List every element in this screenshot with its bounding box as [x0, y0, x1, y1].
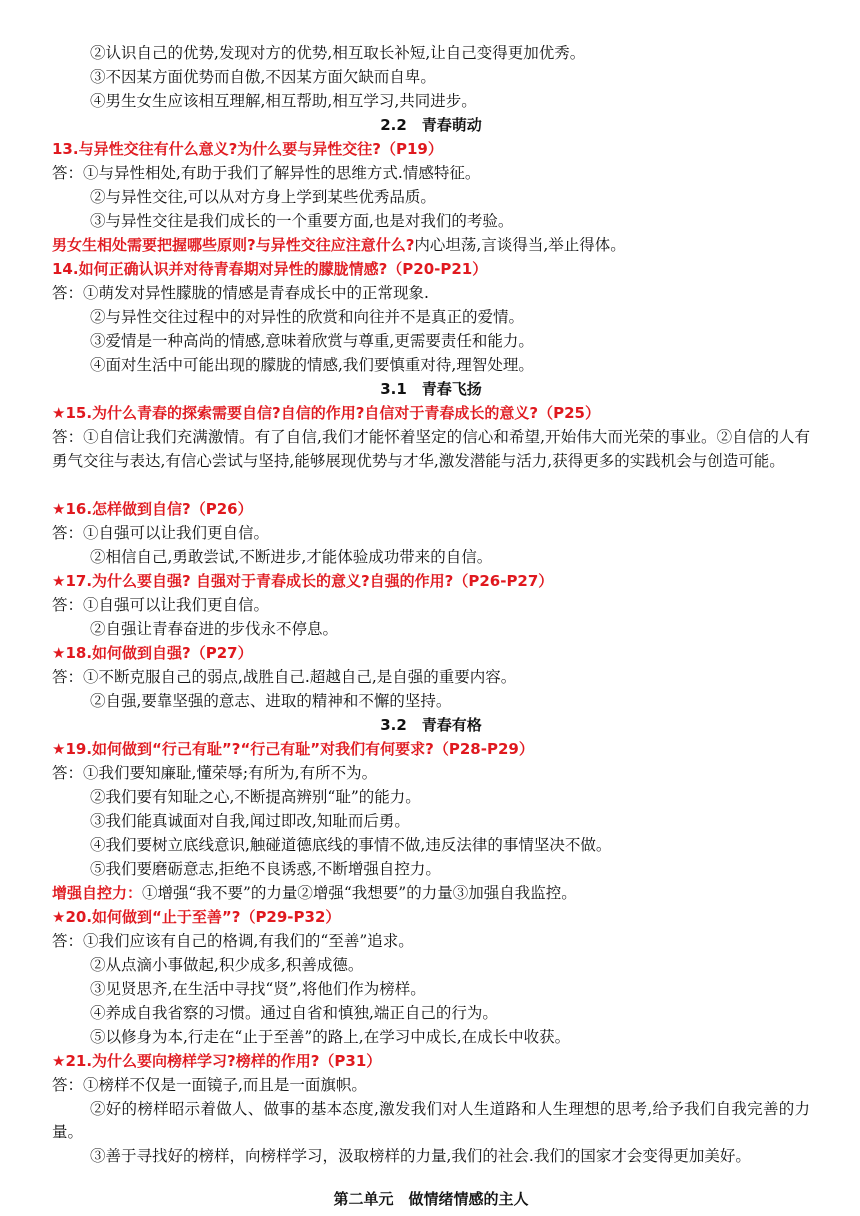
text-line: ⑤以修身为本,行走在“止于至善”的路上,在学习中成长,在成长中收获。: [90, 1028, 571, 1046]
question-heading: ★21.为什么要向榜样学习?榜样的作用?（P31）: [52, 1052, 382, 1070]
answer-line: 答：①与异性相处,有助于我们了解异性的思维方式.情感特征。: [52, 164, 481, 182]
text-line: ③我们能真诚面对自我,闻过即改,知耻而后勇。: [90, 812, 410, 830]
unit-heading: 第二单元 做情绪情感的主人: [333, 1190, 529, 1208]
text-line: ③不因某方面优势而自傲,不因某方面欠缺而自卑。: [90, 68, 436, 86]
section-heading: 3.1 青春飞扬: [380, 380, 482, 398]
text-line: ④我们要树立底线意识,触碰道德底线的事情不做,违反法律的事情坚决不做。: [90, 836, 612, 854]
text-line: ②自强,要靠坚强的意志、进取的精神和不懈的坚持。: [90, 692, 452, 710]
section-heading: 2.2 青春萌动: [380, 116, 482, 134]
answer-line: 答：①自强可以让我们更自信。: [52, 524, 270, 542]
answer-line: 答：①我们应该有自己的格调,有我们的“至善”追求。: [52, 932, 414, 950]
answer-paragraph: 答：①自信让我们充满激情。有了自信,我们才能怀着坚定的信心和希望,开始伟大而光荣的事业。②自信的人有勇气交往与表达,有信心尝试与坚持,能够展现优势与才华,激发潜能与活力,获得更多的实践机会与创造可能。: [52, 428, 810, 470]
text-line: ②自强让青春奋进的步伐永不停息。: [90, 620, 339, 638]
answer-paragraph: ②好的榜样昭示着做人、做事的基本态度,激发我们对人生道路和人生理想的思考,给予我们自我完善的力量。: [52, 1100, 810, 1141]
self-control-label: 增强自控力：: [52, 884, 143, 902]
text-line: ⑤我们要磨砺意志,拒绝不良诱惑,不断增强自控力。: [90, 860, 441, 878]
text-line: ②认识自己的优势,发现对方的优势,相互取长补短,让自己变得更加优秀。: [90, 44, 586, 62]
text-line: ③爱情是一种高尚的情感,意味着欣赏与尊重,更需要责任和能力。: [90, 332, 534, 350]
text-line: ②与异性交往过程中的对异性的欣赏和向往并不是真正的爱情。: [90, 308, 525, 326]
answer-line: 答：①我们要知廉耻,懂荣辱;有所为,有所不为。: [52, 764, 378, 782]
text-line: ②我们要有知耻之心,不断提高辨别“耻”的能力。: [90, 788, 421, 806]
self-control-line: [52, 882, 810, 905]
self-control-text: ①增强“我不要”的力量②增强“我想要”的力量③加强自我监控。: [142, 884, 577, 902]
text-line: ③见贤思齐,在生活中寻找“贤”,将他们作为榜样。: [90, 980, 426, 998]
principle-question: 男女生相处需要把握哪些原则?与异性交往应注意什么?: [52, 236, 415, 254]
text-line: ④面对生活中可能出现的朦胧的情感,我们要慎重对待,理智处理。: [90, 356, 534, 374]
text-line: ②相信自己,勇敢尝试,不断进步,才能体验成功带来的自信。: [90, 548, 493, 566]
question-heading: ★19.如何做到“行己有耻”?“行己有耻”对我们有何要求?（P28-P29）: [52, 740, 534, 758]
question-heading: ★17.为什么要自强? 自强对于青春成长的意义?自强的作用?（P26-P27）: [52, 572, 554, 590]
principle-answer: 内心坦荡,言谈得当,举止得体。: [414, 236, 626, 254]
answer-line: 答：①自强可以让我们更自信。: [52, 596, 270, 614]
text-line: ④养成自我省察的习惯。通过自省和慎独,端正自己的行为。: [90, 1004, 498, 1022]
question-heading: 14.如何正确认识并对待青春期对异性的朦胧情感?（P20-P21）: [52, 260, 488, 278]
question-heading: 13.与异性交往有什么意义?为什么要与异性交往?（P19）: [52, 140, 443, 158]
answer-line: 答：①萌发对异性朦胧的情感是青春成长中的正常现象.: [52, 284, 429, 302]
answer-paragraph: ③善于寻找好的榜样，向榜样学习，汲取榜样的力量,我们的社会.我们的国家才会变得更加美好。: [90, 1147, 751, 1165]
section-heading: 3.2 青春有格: [380, 716, 482, 734]
question-heading: ★16.怎样做到自信?（P26）: [52, 500, 253, 518]
text-line: ④男生女生应该相互理解,相互帮助,相互学习,共同进步。: [90, 92, 477, 110]
question-heading: ★15.为什么青春的探索需要自信?自信的作用?自信对于青春成长的意义?（P25）: [52, 404, 600, 422]
principle-line: [52, 234, 810, 257]
answer-line: 答：①榜样不仅是一面镜子,而且是一面旗帜。: [52, 1076, 367, 1094]
question-heading: ★18.如何做到自强?（P27）: [52, 644, 253, 662]
answer-line: 答：①不断克服自己的弱点,战胜自己.超越自己,是自强的重要内容。: [52, 668, 517, 686]
text-line: ②从点滴小事做起,积少成多,积善成德。: [90, 956, 364, 974]
text-line: ③与异性交往是我们成长的一个重要方面,也是对我们的考验。: [90, 212, 514, 230]
question-heading: ★20.如何做到“止于至善”?（P29-P32）: [52, 908, 341, 926]
text-line: ②与异性交往,可以从对方身上学到某些优秀品质。: [90, 188, 436, 206]
